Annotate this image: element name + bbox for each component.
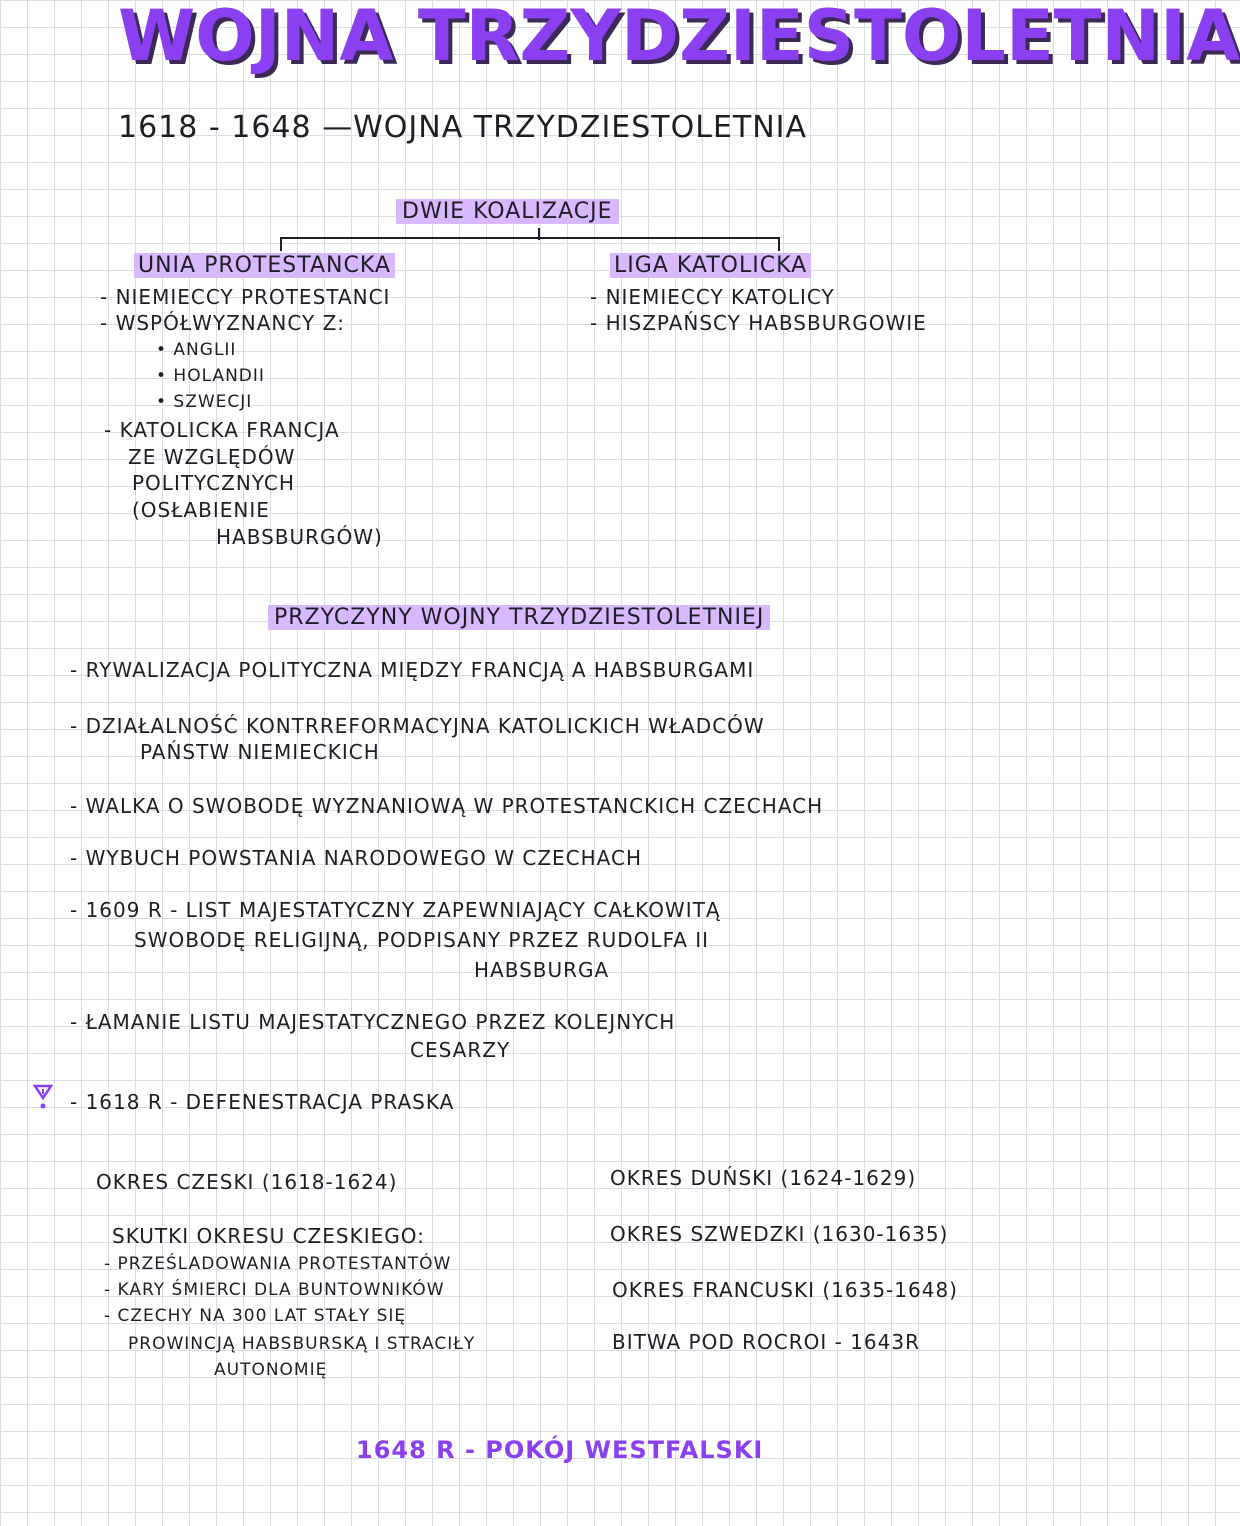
list-item: - RYWALIZACJA POLITYCZNA MIĘDZY FRANCJĄ A HABSBURGAMI	[70, 658, 755, 682]
list-item: - WYBUCH POWSTANIA NARODOWEGO W CZECHACH	[70, 846, 643, 870]
list-item: PAŃSTW NIEMIECKICH	[140, 740, 380, 764]
czech-effects-heading: SKUTKI OKRESU CZESKIEGO:	[112, 1224, 425, 1248]
list-item: - KATOLICKA FRANCJA	[104, 418, 340, 442]
list-item: - WALKA O SWOBODĘ WYZNANIOWĄ W PROTESTANCKICH CZECHACH	[70, 794, 824, 818]
list-item: AUTONOMIĘ	[214, 1360, 328, 1380]
list-item: CESARZY	[410, 1038, 511, 1062]
list-item: • HOLANDII	[156, 366, 265, 386]
catholic-league-title: LIGA KATOLICKA	[610, 254, 811, 277]
bracket-horizontal	[280, 237, 780, 239]
french-period: OKRES FRANCUSKI (1635-1648)	[612, 1278, 958, 1302]
list-item: SWOBODĘ RELIGIJNĄ, PODPISANY PRZEZ RUDOLFA II	[134, 928, 710, 952]
rocroi-battle: BITWA POD ROCROI - 1643R	[612, 1330, 920, 1354]
czech-period: OKRES CZESKI (1618-1624)	[96, 1170, 398, 1194]
list-item: - NIEMIECCY KATOLICY	[590, 285, 835, 309]
list-item: - KARY ŚMIERCI DLA BUNTOWNIKÓW	[104, 1280, 445, 1300]
list-item: HABSBURGÓW)	[216, 525, 383, 549]
peace-of-westphalia: 1648 R - POKÓJ WESTFALSKI	[356, 1436, 764, 1464]
list-item: POLITYCZNYCH	[132, 471, 295, 495]
list-item: - HISZPAŃSCY HABSBURGOWIE	[590, 311, 927, 335]
list-item: - ŁAMANIE LISTU MAJESTATYCZNEGO PRZEZ KOLEJNYCH	[70, 1010, 676, 1034]
list-item: - DZIAŁALNOŚĆ KONTRREFORMACYJNA KATOLICKICH WŁADCÓW	[70, 714, 765, 738]
protestant-union-title: UNIA PROTESTANCKA	[134, 254, 395, 277]
coalitions-heading: DWIE KOALIZACJE	[396, 200, 619, 223]
warning-icon	[34, 1084, 52, 1112]
list-item: (OSŁABIENIE	[132, 498, 270, 522]
list-item: • ANGLII	[156, 340, 237, 360]
list-item: - CZECHY NA 300 LAT STAŁY SIĘ	[104, 1306, 407, 1326]
list-item: - WSPÓŁWYZNANCY Z:	[100, 311, 346, 335]
list-item: • SZWECJI	[156, 392, 253, 412]
list-item: - PRZEŚLADOWANIA PROTESTANTÓW	[104, 1254, 452, 1274]
list-item: PROWINCJĄ HABSBURSKĄ I STRACIŁY	[128, 1334, 476, 1354]
subtitle: 1618 - 1648 —WOJNA TRZYDZIESTOLETNIA	[118, 110, 808, 145]
bracket-center-tick	[538, 228, 540, 240]
list-item: - NIEMIECCY PROTESTANCI	[100, 285, 391, 309]
bracket-left-tick	[280, 237, 282, 251]
page-title: WOJNA TRZYDZIESTOLETNIA	[118, 0, 1240, 77]
danish-period: OKRES DUŃSKI (1624-1629)	[610, 1166, 917, 1190]
list-item: HABSBURGA	[474, 958, 610, 982]
causes-heading: PRZYCZYNY WOJNY TRZYDZIESTOLETNIEJ	[268, 606, 770, 629]
list-item: - 1609 R - LIST MAJESTATYCZNY ZAPEWNIAJĄCY CAŁKOWITĄ	[70, 898, 721, 922]
bracket-right-tick	[778, 237, 780, 251]
list-item: - 1618 R - DEFENESTRACJA PRASKA	[70, 1090, 455, 1114]
swedish-period: OKRES SZWEDZKI (1630-1635)	[610, 1222, 949, 1246]
list-item: ZE WZGLĘDÓW	[128, 445, 296, 469]
